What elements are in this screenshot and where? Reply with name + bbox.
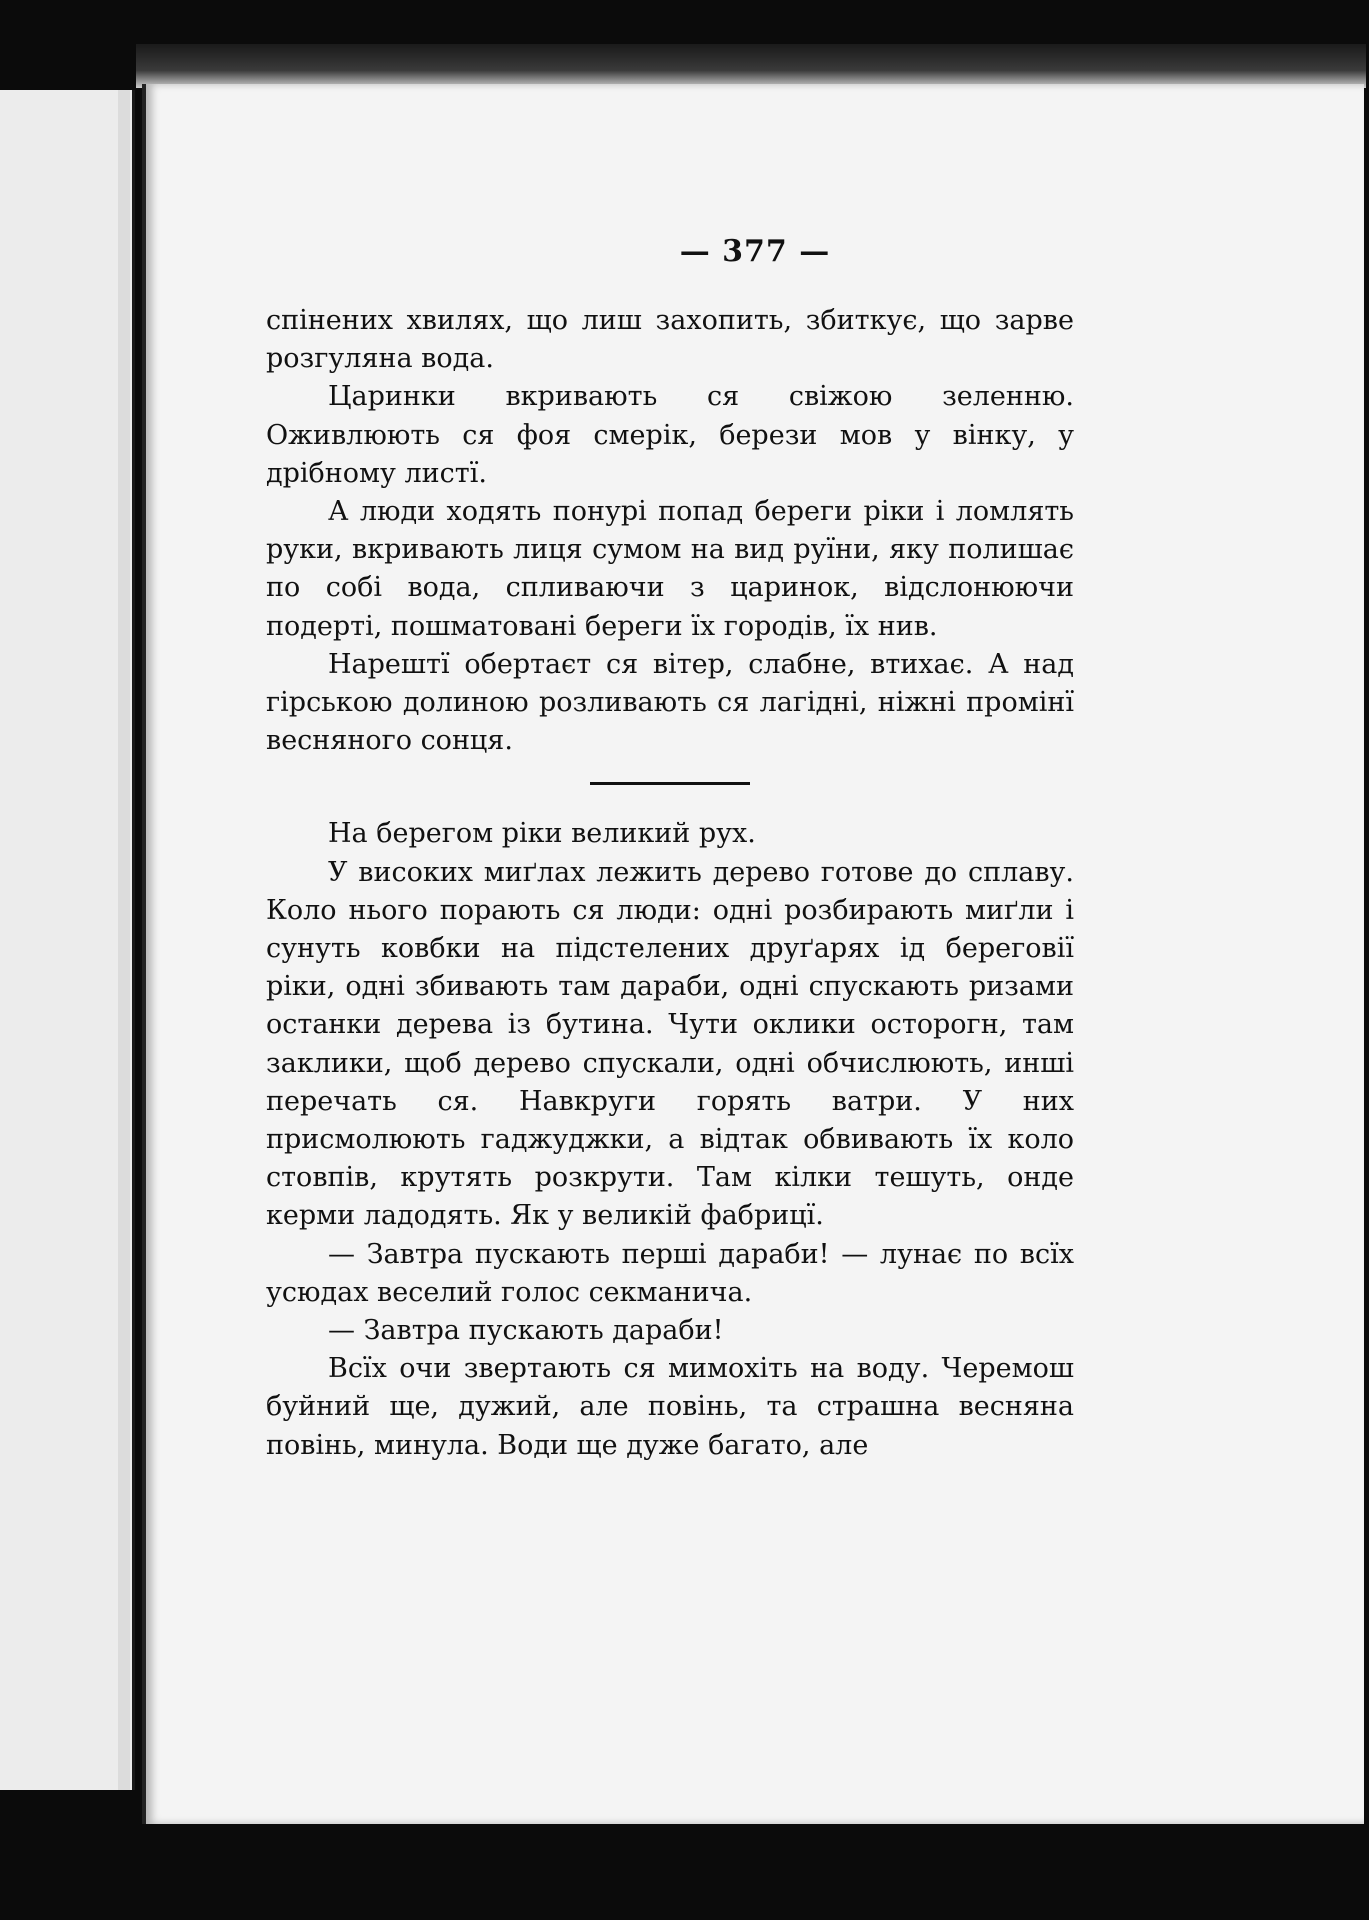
section-divider [590, 782, 750, 785]
book-page [142, 84, 1364, 1824]
paragraph: спінених хвилях, що лиш захопить, збиткує, що зарве розгуляна вода. [266, 305, 1074, 375]
page-text [266, 302, 1074, 1465]
previous-page-gutter [118, 90, 130, 1790]
paragraph: А люди ходять понурі попад береги ріки і ломлять руки, вкривають лиця сумом на вид руїни, яку полишає по собі вода, спливаючи з царинок, відслонюючи подерті, пошматовані береги їх городів, їх нив. [266, 496, 1074, 642]
previous-page-edge [0, 90, 135, 1790]
book-spine-shadow [136, 44, 1366, 88]
paragraph: На берегом ріки великий рух. [328, 818, 756, 850]
paragraph: Всїх очи звертають ся мимохіть на воду. Черемош буйний ще, дужий, але повінь, та страшна весняна повінь, минула. Води ще дуже багато, але [266, 1353, 1074, 1461]
paragraph: Царинки вкривають ся свіжою зеленню. Оживлюють ся фоя смерік, берези мов у вінку, у дрібному листї. [266, 381, 1074, 489]
paragraph: У високих миґлах лежить дерево готове до сплаву. Коло нього порають ся люди: одні розбирають миґли і сунуть ковбки на підстелених друґарях ід береговії ріки, одні збивають там дараби, одні спускають ризами останки дерева із бутина. Чути оклики осторогн, там заклики, щоб дерево спускали, одні обчислюють, инші перечать ся. Навкруги горять ватри. У них присмолюють гаджуджки, а відтак обвивають їх коло стовпів, крутять розкрути. Там кілки тешуть, онде керми ладодять. Як у великій фабрицї. [266, 856, 1074, 1232]
paragraph: Нарештї обертаєт ся вітер, слабне, втихає. А над гірською долиною розливають ся лагідні, ніжні промінї весняного сонця. [266, 648, 1074, 757]
paragraph: — Завтра пускають перші дараби! — лунає по всїх усюдах веселий голос секманича. [266, 1238, 1074, 1308]
paragraph: — Завтра пускають дараби! [328, 1315, 724, 1347]
page-number: — 377 — [679, 234, 831, 269]
